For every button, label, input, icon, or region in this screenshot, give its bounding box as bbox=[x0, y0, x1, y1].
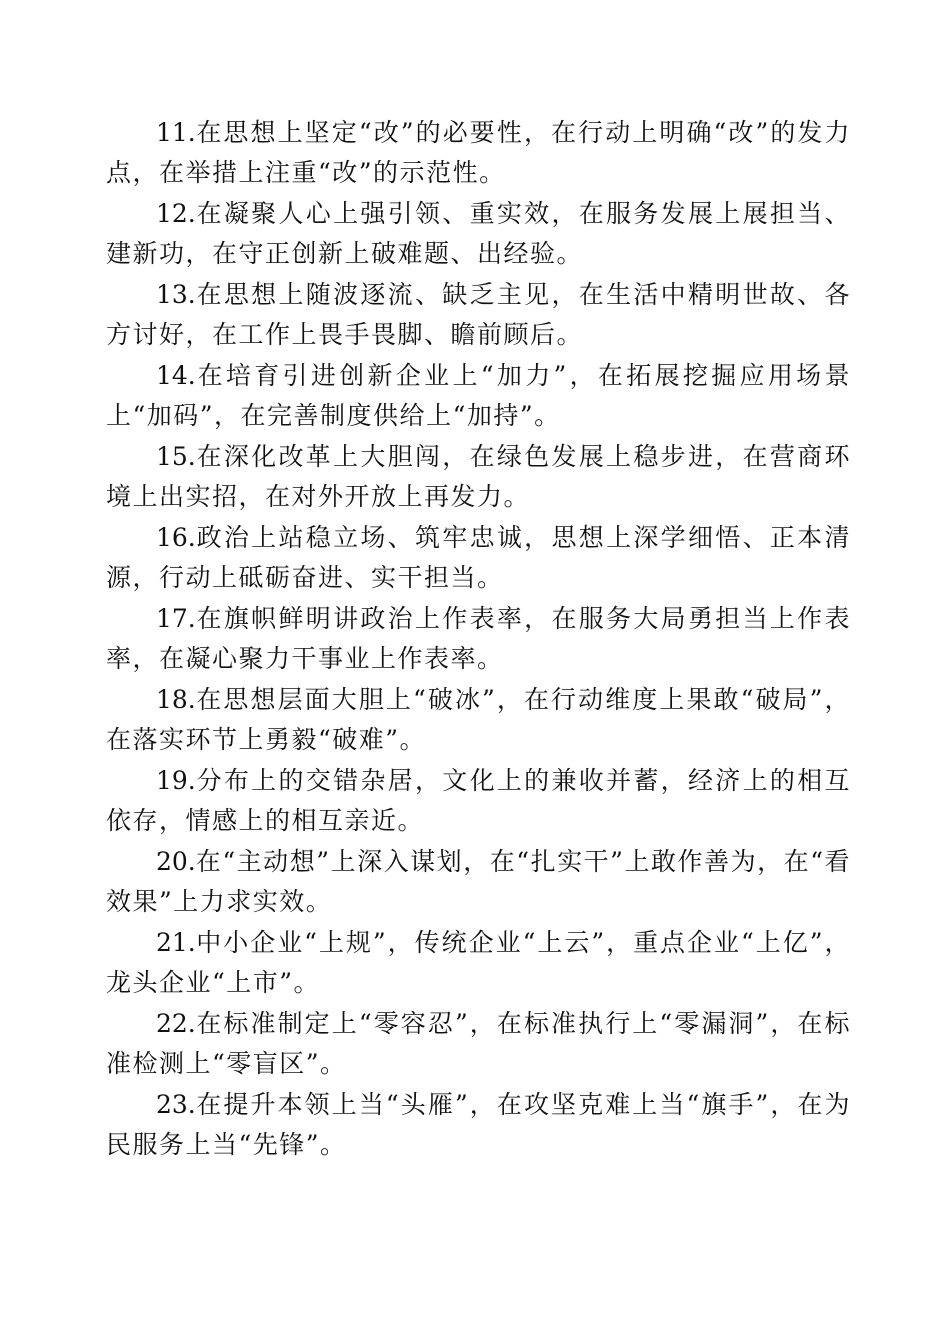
item-number: 11. bbox=[156, 118, 196, 147]
item-text: 中小企业“上规”，传统企业“上云”，重点企业“上亿”，龙头企业“上市”。 bbox=[106, 928, 851, 997]
item-text: 在“主动想”上深入谋划，在“扎实干”上敢作善为，在“看效果”上力求实效。 bbox=[106, 847, 851, 916]
item-number: 19. bbox=[156, 766, 196, 795]
item-text: 在深化改革上大胆闯，在绿色发展上稳步进，在营商环境上出实招，在对外开放上再发力。 bbox=[106, 442, 851, 511]
list-item bbox=[106, 275, 851, 355]
list-item bbox=[106, 761, 851, 841]
item-number: 15. bbox=[156, 442, 196, 471]
list-item bbox=[106, 113, 851, 193]
list-item bbox=[106, 923, 851, 1003]
item-number: 13. bbox=[156, 280, 196, 309]
item-text: 分布上的交错杂居，文化上的兼收并蓄，经济上的相互依存，情感上的相互亲近。 bbox=[106, 766, 851, 835]
item-number: 14. bbox=[156, 361, 196, 390]
list-item bbox=[106, 1004, 851, 1084]
list-item bbox=[106, 1085, 851, 1165]
item-number: 22. bbox=[156, 1009, 196, 1038]
item-number: 16. bbox=[156, 523, 196, 552]
item-text: 在思想层面大胆上“破冰”，在行动维度上果敢“破局”，在落实环节上勇毅“破难”。 bbox=[106, 685, 851, 754]
item-number: 18. bbox=[156, 685, 196, 714]
item-number: 23. bbox=[156, 1090, 196, 1119]
item-text: 在思想上坚定“改”的必要性，在行动上明确“改”的发力点，在举措上注重“改”的示范性。 bbox=[106, 118, 852, 187]
list-item bbox=[106, 599, 851, 679]
document-page bbox=[106, 113, 851, 1166]
list-item bbox=[106, 518, 851, 598]
item-number: 21. bbox=[156, 928, 196, 957]
item-number: 12. bbox=[156, 199, 196, 228]
item-text: 在提升本领上当“头雁”，在攻坚克难上当“旗手”，在为民服务上当“先锋”。 bbox=[106, 1090, 852, 1159]
list-item bbox=[106, 680, 851, 760]
item-text: 在旗帜鲜明讲政治上作表率，在服务大局勇担当上作表率，在凝心聚力干事业上作表率。 bbox=[106, 604, 851, 673]
list-item bbox=[106, 437, 851, 517]
list-item bbox=[106, 356, 851, 436]
list-item bbox=[106, 842, 851, 922]
item-number: 17. bbox=[156, 604, 196, 633]
item-text: 在标准制定上“零容忍”，在标准执行上“零漏洞”，在标准检测上“零盲区”。 bbox=[106, 1009, 852, 1078]
item-text: 政治上站稳立场、筑牢忠诚，思想上深学细悟、正本清源，行动上砥砺奋进、实干担当。 bbox=[106, 523, 851, 592]
item-text: 在培育引进创新企业上“加力”，在拓展挖掘应用场景上“加码”，在完善制度供给上“加持”。 bbox=[106, 361, 851, 430]
item-text: 在思想上随波逐流、缺乏主见，在生活中精明世故、各方讨好，在工作上畏手畏脚、瞻前顾后。 bbox=[106, 280, 851, 349]
item-text: 在凝聚人心上强引领、重实效，在服务发展上展担当、建新功，在守正创新上破难题、出经验。 bbox=[106, 199, 851, 268]
item-number: 20. bbox=[156, 847, 196, 876]
list-item bbox=[106, 194, 851, 274]
